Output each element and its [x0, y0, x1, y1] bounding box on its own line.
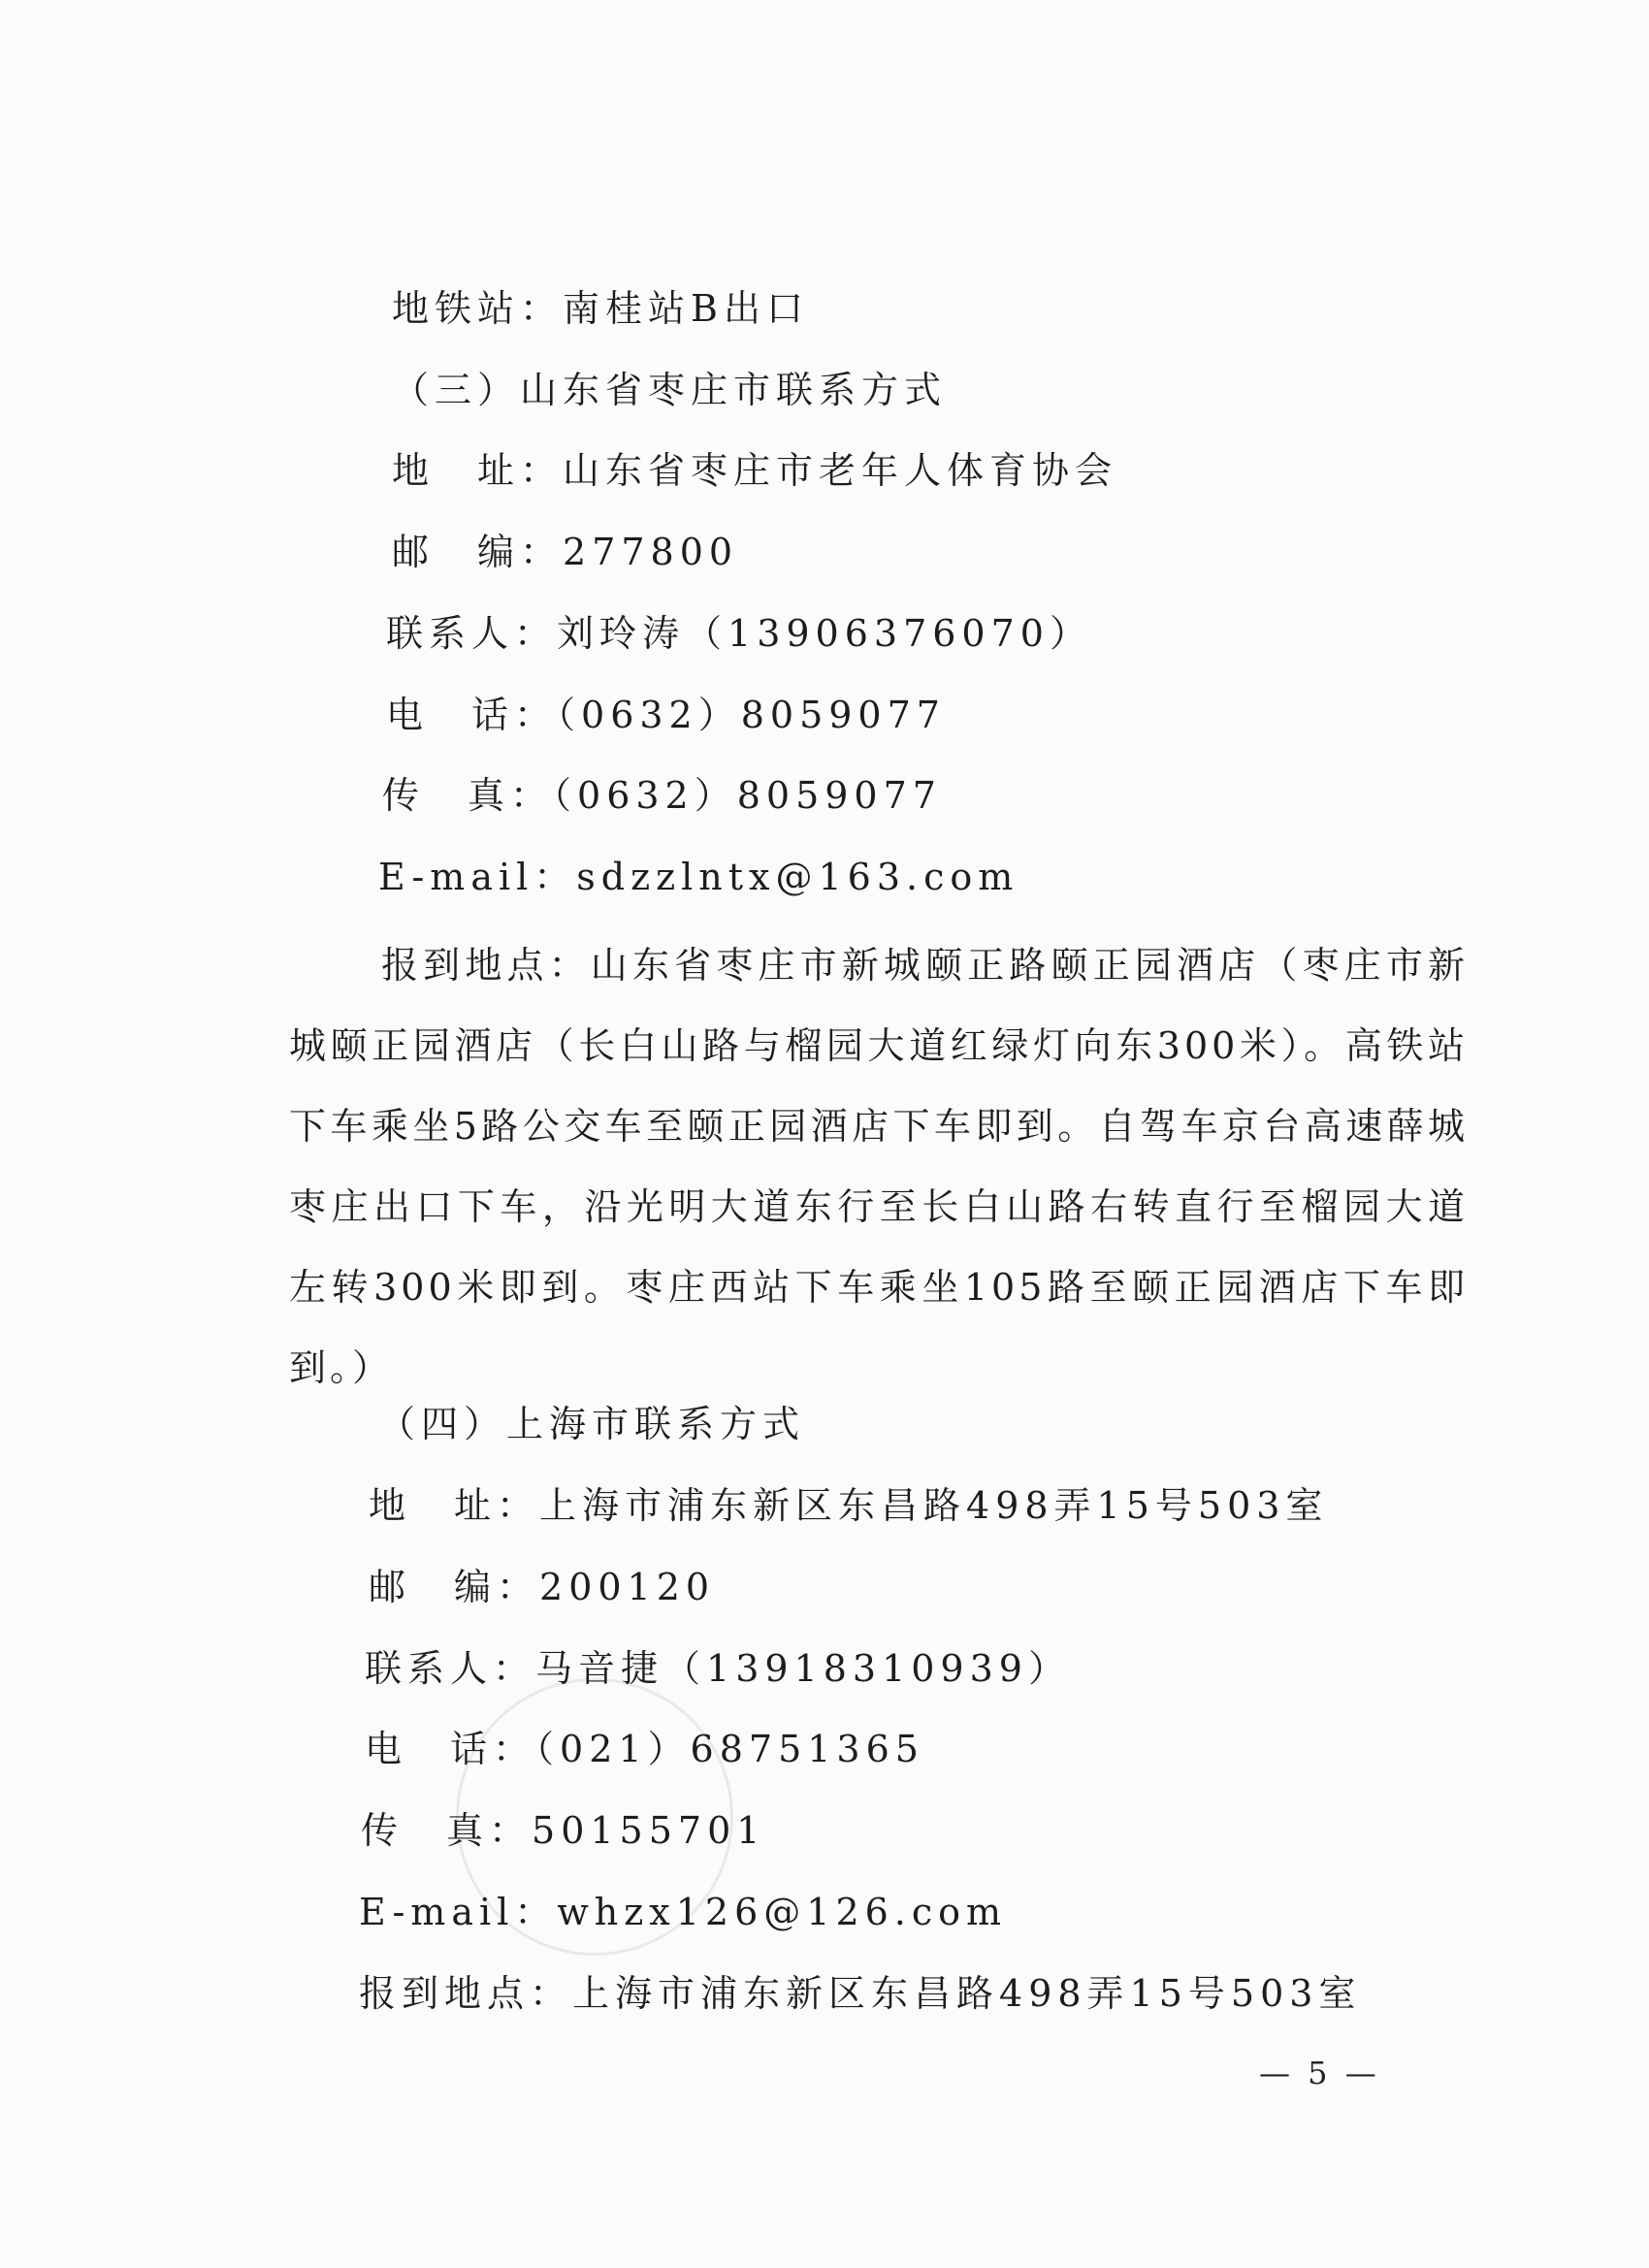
sec4-checkin: 报到地点：上海市浦东新区东昌路498弄15号503室	[359, 1972, 1362, 2015]
sec4-email: E-mail：whzx126@126.com	[359, 1891, 1008, 1933]
sec3-postcode: 邮 编：277800	[392, 531, 739, 573]
sec4-fax: 传 真：50155701	[361, 1809, 766, 1852]
subway-line: 地铁站：南桂站B出口	[392, 287, 809, 330]
sec3-phone: 电 话：（0632）8059077	[386, 694, 946, 736]
section-4-heading: （四）上海市联系方式	[378, 1403, 806, 1445]
sec3-contact: 联系人：刘玲涛（13906376070）	[386, 612, 1092, 655]
sec4-contact: 联系人：马音捷（13918310939）	[365, 1647, 1071, 1690]
section-3-heading: （三）山东省枣庄市联系方式	[392, 369, 948, 411]
page-number: — 5 —	[1259, 2055, 1380, 2091]
sec3-fax: 传 真：（0632）8059077	[382, 774, 942, 817]
sec3-checkin-paragraph: 报到地点：山东省枣庄市新城颐正路颐正园酒店（枣庄市新城颐正园酒店（长白山路与榴园大道红绿灯向东300米）。高铁站下车乘坐5路公交车至颐正园酒店下车即到。自驾车京台高速薛城枣庄出口下车，沿光明大道东行至长白山路右转直行至榴园大道左转300米即到。枣庄西站下车乘坐105路至颐正园酒店下车即到。）	[289, 944, 1469, 1389]
sec4-address: 地 址：上海市浦东新区东昌路498弄15号503室	[369, 1484, 1329, 1527]
sec4-postcode: 邮 编：200120	[369, 1566, 716, 1608]
sec4-phone: 电 话：（021）68751365	[365, 1728, 924, 1770]
sec3-email: E-mail：sdzzlntx@163.com	[378, 856, 1019, 898]
sec3-address: 地 址：山东省枣庄市老年人体育协会	[392, 449, 1118, 492]
